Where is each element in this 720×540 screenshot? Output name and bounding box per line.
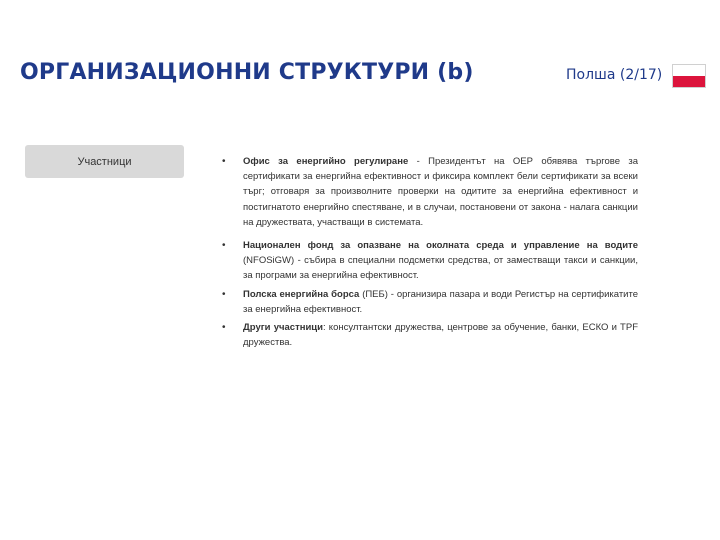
flag-red-stripe	[673, 76, 705, 87]
flag-white-stripe	[673, 65, 705, 76]
bullet-text: : консултантски дружества, центрове за обучение, банки, ЕСКО и TPF дружества.	[243, 322, 638, 349]
bullet-item-fund	[222, 238, 638, 284]
participants-label: Участници	[77, 155, 132, 168]
bullet-dot-icon: •	[222, 156, 226, 167]
poland-flag-icon	[672, 64, 706, 88]
bullet-term: Полска енергийна борса	[243, 288, 360, 300]
bullet-term: Други участници	[243, 322, 323, 334]
bullet-item-exchange	[222, 287, 638, 317]
bullet-text: (NFOSiGW) - събира в специални подсметки средства, от заместващи такси и санкции, за програми за енергийна ефективност.	[243, 255, 638, 282]
country-page-indicator: Полша (2/17)	[566, 67, 663, 83]
page-title: ОРГАНИЗАЦИОННИ СТРУКТУРИ (b)	[20, 60, 474, 85]
bullet-term: Национален фонд за опазване на околната среда и управление на водите	[243, 240, 638, 252]
bullet-dot-icon: •	[222, 322, 226, 334]
bullet-text: - Президентът на ОЕР обявява търгове за сертификати за енергийна ефективност и фиксира комплект бели сертификати за всеки търг; отговаря за произволните проверки на одитите за енергийна ефективност и постигнатото енергийно спестяване, и в случаи, постановени от закона - налага санкции на дружествата, участващи в системата.	[243, 156, 638, 228]
bullet-text: (ПЕБ) - организира пазара и води Регистър на сертификатите за енергийна ефективност.	[243, 288, 639, 315]
bullet-list	[222, 154, 638, 350]
bullet-item-regulator	[222, 154, 638, 230]
bullet-term: Офис за енергийно регулиране	[243, 156, 409, 167]
bullet-item-others	[222, 320, 638, 350]
bullet-dot-icon: •	[222, 288, 226, 300]
participants-label-box	[25, 145, 184, 178]
bullet-dot-icon: •	[222, 240, 226, 252]
